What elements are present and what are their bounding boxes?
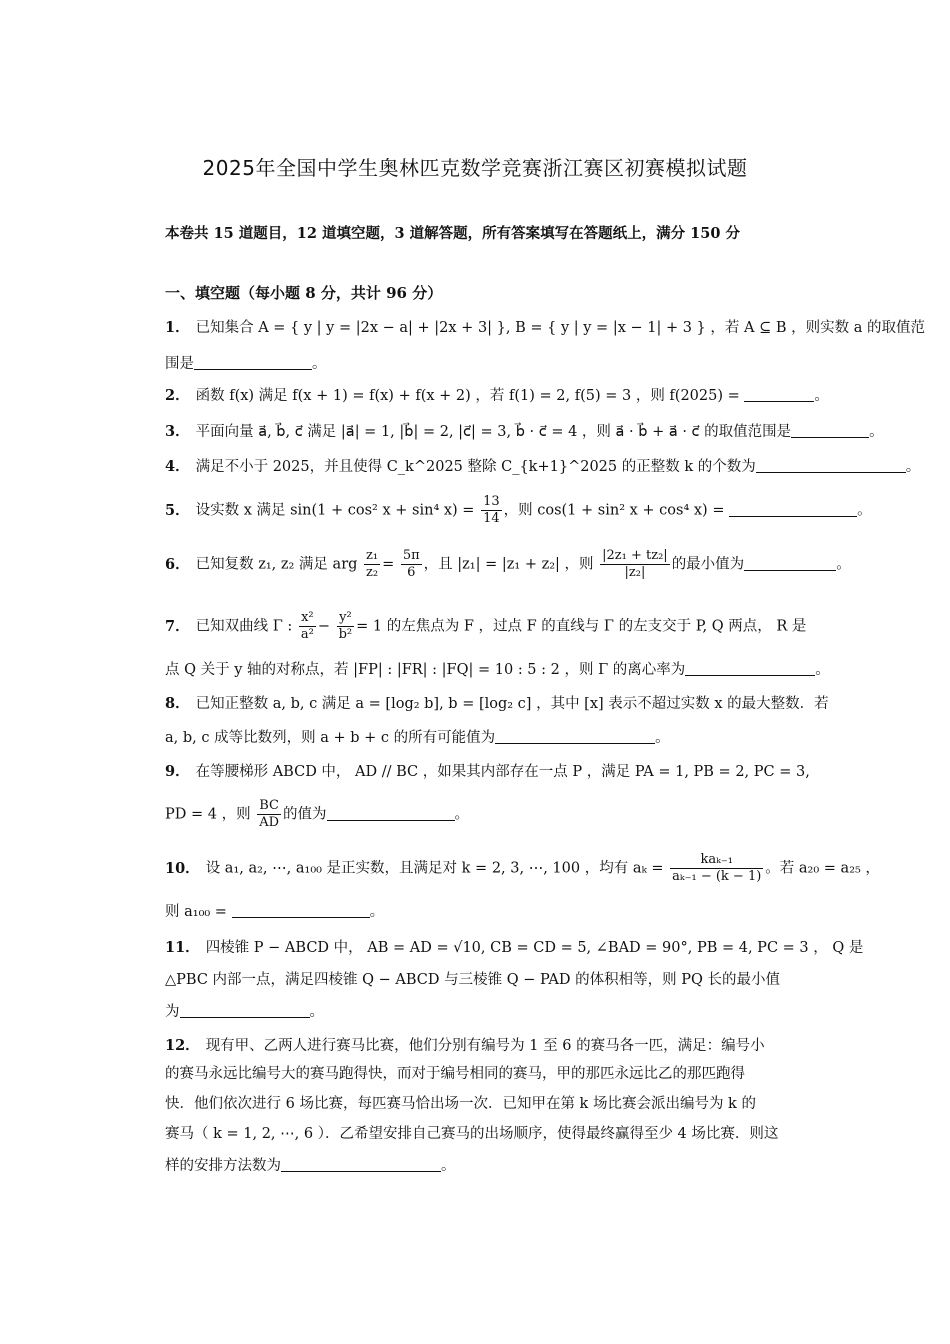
answer-blank[interactable] bbox=[744, 387, 814, 402]
question-7: 7． 已知双曲线 Γ : $\frac{\text{x²}}{\text{a²}}$ − $\frac{\text{y²}}{\text{b²}}$ = 1 的左焦点为 F ，过点 F 的直线与 Γ 的左支交于 P, Q 两点， R 是 bbox=[165, 610, 807, 642]
question-3: 3． 平面向量 a⃗, b⃗, c⃗ 满足 |a⃗| = 1, |b⃗| = 2, |c⃗| = 3, b⃗ · c⃗ = 4 ，则 a⃗ · b⃗ + a⃗ · c⃗ 的取值范围是 。 bbox=[165, 423, 884, 440]
question-1-cont: 围是 。 bbox=[165, 356, 327, 372]
answer-blank[interactable] bbox=[791, 423, 869, 438]
question-12-cont: 的赛马永远比编号大的赛马跑得快，而对于编号相同的赛马，甲的那匹永远比乙的那匹跑得 bbox=[165, 1066, 745, 1082]
answer-blank[interactable] bbox=[685, 661, 815, 676]
answer-blank[interactable] bbox=[232, 903, 370, 918]
question-10: 10． 设 a₁, a₂, ⋯, a₁₀₀ 是正实数，且满足对 k = 2, 3, ⋯, 100 ，均有 aₖ = $\frac{\text{kaₖ₋₁}}{\text{aₖ₋₁ − (k − 1)}}$ 。若 a₂₀ = a₂₅ ， bbox=[165, 852, 880, 884]
question-11-cont: △PBC 内部一点，满足四棱锥 Q − ABCD 与三棱锥 Q − PAD 的体积相等，则 PQ 长的最小值 bbox=[165, 972, 780, 988]
answer-blank[interactable] bbox=[744, 556, 836, 571]
question-12-cont3: 赛马（ k = 1, 2, ⋯, 6 ）．乙希望安排自己赛马的出场顺序，使得最终赢得至少 4 场比赛．则这 bbox=[165, 1126, 779, 1142]
exam-instructions: 本卷共 15 道题目，12 道填空题，3 道解答题，所有答案填写在答题纸上，满分 150 分 bbox=[165, 225, 740, 242]
question-4: 4． 满足不小于 2025，并且使得 C_k^2025 整除 C_{k+1}^2025 的正整数 k 的个数为 。 bbox=[165, 458, 921, 475]
question-9: 9． 在等腰梯形 ABCD 中， AD // BC ，如果其内部存在一点 P ，满足 PA = 1, PB = 2, PC = 3, bbox=[165, 763, 810, 780]
question-12-cont2: 快．他们依次进行 6 场比赛，每匹赛马恰出场一次．已知甲在第 k 场比赛会派出编号为 k 的 bbox=[165, 1096, 756, 1112]
fraction: $\frac{\text{y²}}{\text{b²}}$ bbox=[338, 610, 353, 642]
question-text: 已知集合 A = { y | y = |2x − a| + |2x + 3| }, B = { y | y = |x − 1| + 3 } ，若 A ⊆ B ，则实数 a 的取值范 bbox=[195, 320, 925, 336]
answer-blank[interactable] bbox=[729, 502, 857, 517]
question-8-cont: a, b, c 成等比数列，则 a + b + c 的所有可能值为 。 bbox=[165, 730, 670, 746]
question-6: 6． 已知复数 z₁, z₂ 满足 arg $\frac{\text{z₁}}{\text{z₂}}$ = $\frac{5\pi}{6}$ ，且 |z₁| = |z₁ + z₂| ，则 $\frac{\text{|2z₁ + tz₂|}}{\text{|z₂|}}$ 的最小值为 。 bbox=[165, 548, 851, 580]
question-2: 2． 函数 f(x) 满足 f(x + 1) = f(x) + f(x + 2) ，若 f(1) = 2, f(5) = 3 ，则 f(2025) = 。 bbox=[165, 387, 829, 404]
question-9-cont: PD = 4 ，则 $\frac{BC}{AD}$ 的值为 。 bbox=[165, 798, 470, 830]
question-10-cont: 则 a₁₀₀ = 。 bbox=[165, 904, 385, 920]
fraction: $\frac{\text{z₁}}{\text{z₂}}$ bbox=[366, 548, 379, 580]
question-5: 5． 设实数 x 满足 sin(1 + cos² x + sin⁴ x) = $\frac{13}{14}$ ，则 cos(1 + sin² x + cos⁴ x) = 。 bbox=[165, 494, 872, 526]
fraction: $\frac{13}{14}$ bbox=[483, 494, 500, 526]
answer-blank[interactable] bbox=[756, 458, 906, 473]
question-12: 12． 现有甲、乙两人进行赛马比赛，他们分别有编号为 1 至 6 的赛马各一匹，满足：编号小 bbox=[165, 1037, 765, 1054]
question-1 bbox=[165, 318, 925, 338]
question-number: 1． bbox=[165, 319, 190, 336]
fraction: $\frac{\text{kaₖ₋₁}}{\text{aₖ₋₁ − (k − 1)}}$ bbox=[672, 852, 762, 884]
fraction: $\frac{\text{x²}}{\text{a²}}$ bbox=[300, 610, 314, 642]
answer-blank[interactable] bbox=[495, 729, 655, 744]
question-12-cont4: 样的安排方法数为 。 bbox=[165, 1158, 456, 1174]
page-title: 2025年全国中学生奥林匹克数学竞赛浙江赛区初赛模拟试题 bbox=[202, 156, 748, 180]
answer-blank[interactable] bbox=[281, 1157, 441, 1172]
section-heading: 一、填空题（每小题 8 分，共计 96 分） bbox=[165, 284, 443, 302]
question-8: 8． 已知正整数 a, b, c 满足 a = [log₂ b], b = [log₂ c] ，其中 [x] 表示不超过实数 x 的最大整数．若 bbox=[165, 695, 829, 712]
answer-blank[interactable] bbox=[327, 806, 455, 821]
question-11-cont2: 为 。 bbox=[165, 1004, 324, 1020]
question-11: 11． 四棱锥 P − ABCD 中， AB = AD = √10, CB = CD = 5, ∠BAD = 90°, PB = 4, PC = 3 ， Q 是 bbox=[165, 939, 864, 956]
fraction: $\frac{BC}{AD}$ bbox=[259, 798, 280, 830]
answer-blank[interactable] bbox=[180, 1003, 310, 1018]
answer-blank[interactable] bbox=[194, 355, 312, 370]
fraction: $\frac{\text{|2z₁ + tz₂|}}{\text{|z₂|}}$ bbox=[602, 548, 668, 580]
fraction: $\frac{5\pi}{6}$ bbox=[402, 548, 420, 580]
question-7-cont: 点 Q 关于 y 轴的对称点，若 |FP| : |FR| : |FQ| = 10 : 5 : 2 ，则 Γ 的离心率为 。 bbox=[165, 662, 830, 678]
